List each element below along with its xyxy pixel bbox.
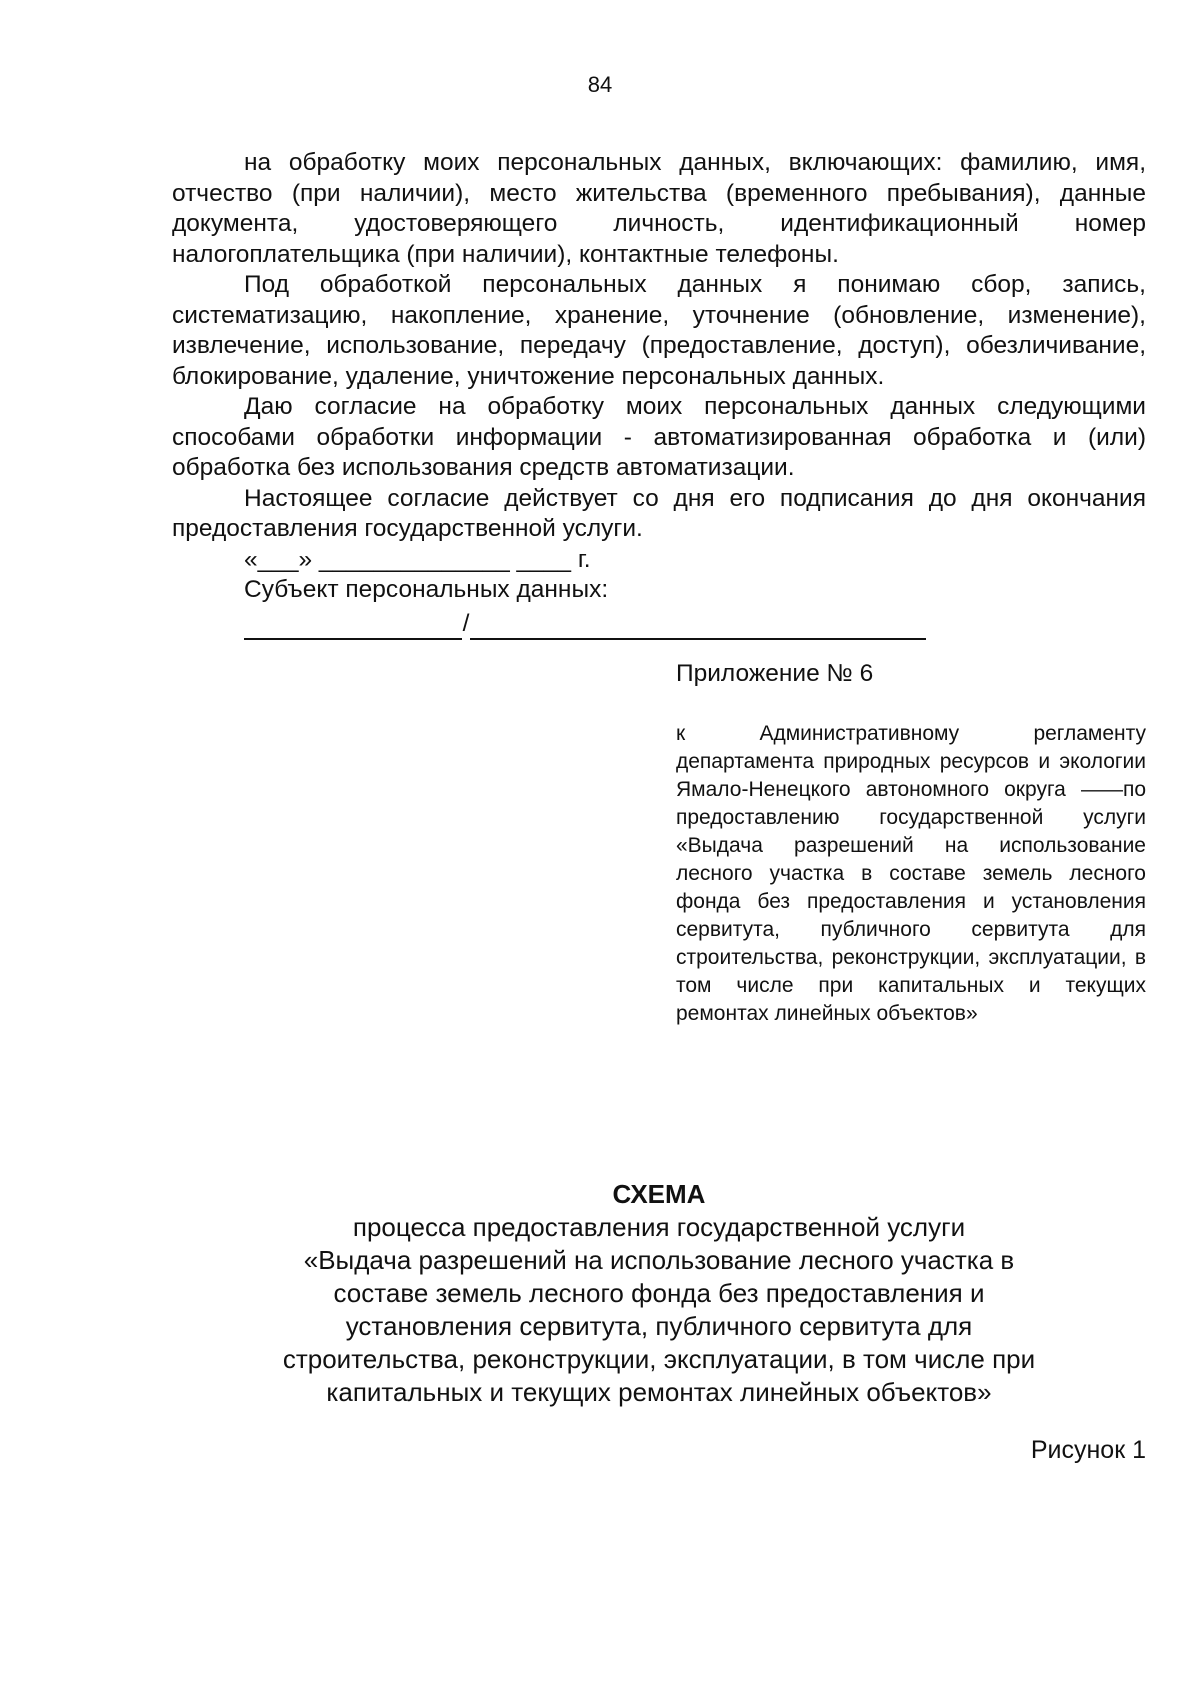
signature-line <box>172 606 1146 640</box>
schema-subtitle-line: процесса предоставления государственной услуги <box>352 1212 966 1242</box>
consent-paragraph-validity: Настоящее согласие действует со дня его подписания до дня окончания предоставления государственной услуги. <box>172 484 1146 542</box>
consent-paragraph-data-list: на обработку моих персональных данных, включающих: фамилию, имя, отчество (при наличии), место жительства (временного пребывания), данные документа, удостоверяющего личность, идентификационный номер налогоплательщика (при наличии), контактные телефоны. <box>172 149 1146 268</box>
signature-separator: / <box>462 610 470 637</box>
page-number: 84 <box>587 72 613 97</box>
schema-heading <box>172 1178 1146 1409</box>
figure-label: Рисунок 1 <box>1030 1436 1146 1464</box>
consent-paragraph-processing-definition: Под обработкой персональных данных я понимаю сбор, запись, систематизацию, накопление, хранение, уточнение (обновление, изменение), извлечение, использование, передачу (предоставление, доступ), обезличивание, блокирование, удаление, уничтожение персональных данных. <box>172 271 1146 390</box>
name-blank <box>470 614 926 640</box>
date-line: «___» ______________ ____ г. <box>244 545 591 573</box>
consent-paragraph-processing-methods: Даю согласие на обработку моих персональных данных следующими способами обработки информации - автоматизированная обработка и (или) обработка без использования средств автоматизации. <box>172 393 1146 481</box>
appendix-title: Приложение № 6 <box>676 660 874 687</box>
schema-subtitle-line: строительства, реконструкции, эксплуатации, в том числе при <box>282 1344 1036 1374</box>
appendix-reference-text: к Административному регламенту департамента природных ресурсов и экологии Ямало-Ненецкого автономного округа ——по предоставлению государственной услуги «Выдача разрешений на использование лесного участка в составе земель лесного фонда без предоставления и установления сервитута, публичного сервитута для строительства, реконструкции, эксплуатации, в том числе при капитальных и текущих ремонтах линейных объектов» <box>676 722 1146 1025</box>
signature-blank <box>244 614 462 640</box>
schema-subtitle-line: составе земель лесного фонда без предоставления и <box>333 1278 985 1308</box>
schema-subtitle-line: капитальных и текущих ремонтах линейных объектов» <box>326 1377 992 1407</box>
schema-subtitle-line: «Выдача разрешений на использование лесного участка в <box>303 1245 1015 1275</box>
consent-text-block <box>172 148 1146 640</box>
schema-title: СХЕМА <box>612 1179 706 1209</box>
subject-label: Субъект персональных данных: <box>244 576 609 603</box>
schema-subtitle-line: установления сервитута, публичного сервитута для <box>345 1311 973 1341</box>
